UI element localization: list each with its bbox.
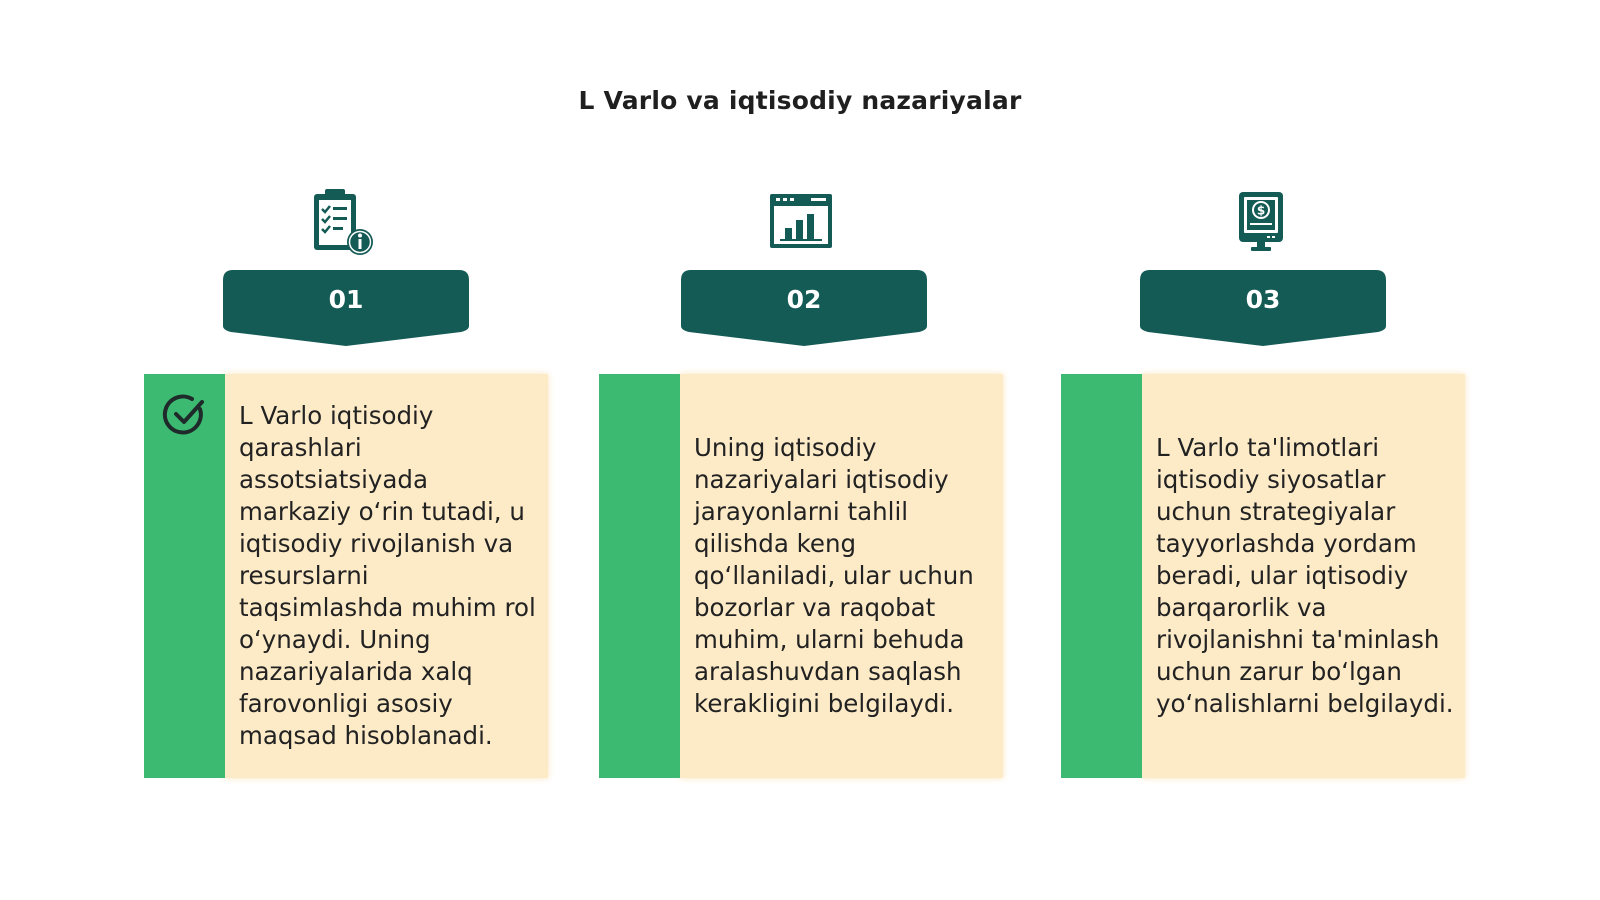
- step-badge-1: [223, 270, 469, 346]
- card-stripe: [1061, 374, 1142, 778]
- step-number: 02: [786, 285, 822, 314]
- card-text-box: [680, 374, 1003, 778]
- card-stripe: [144, 374, 225, 778]
- card-text-box: [1142, 374, 1465, 778]
- step-card-2: [599, 374, 1003, 778]
- card-stripe: [599, 374, 680, 778]
- card-text: Uning iqtisodiy nazariyalari iqtisodiy jarayonlarni tahlil qilishda keng qo‘llaniladi, ular uchun bozorlar va raqobat muhim, ularni behuda aralashuvdan saqlash kerakligini belgilaydi.: [694, 433, 974, 718]
- step-number: 03: [1245, 285, 1281, 314]
- step-card-3: [1061, 374, 1465, 778]
- bar-chart-window-icon: [766, 186, 836, 256]
- clipboard-checklist-icon: [308, 186, 378, 256]
- step-badge-2: [681, 270, 927, 346]
- dollar-monitor-icon: [1226, 186, 1296, 256]
- card-text: L Varlo ta'limotlari iqtisodiy siyosatlar uchun strategiyalar tayyorlashda yordam beradi, ular iqtisodiy barqarorlik va rivojlanishni ta'minlash uchun zarur bo‘lgan yo‘nalishlarni belgilaydi.: [1156, 433, 1454, 718]
- step-number: 01: [328, 285, 364, 314]
- step-card-1: [144, 374, 548, 778]
- page-title: L Varlo va iqtisodiy nazariyalar: [578, 86, 1022, 115]
- svg-text:$: $: [1256, 203, 1266, 218]
- card-text-box: [225, 374, 548, 778]
- step-badge-3: [1140, 270, 1386, 346]
- check-circle-icon: [162, 392, 208, 438]
- card-text: L Varlo iqtisodiy qarashlari assotsiatsiyada markaziy o‘rin tutadi, u iqtisodiy rivojlanish va resurslarni taqsimlashda muhim rol o‘ynaydi. Uning nazariyalarida xalq farovonligi asosiy maqsad hisoblanadi.: [239, 401, 536, 750]
